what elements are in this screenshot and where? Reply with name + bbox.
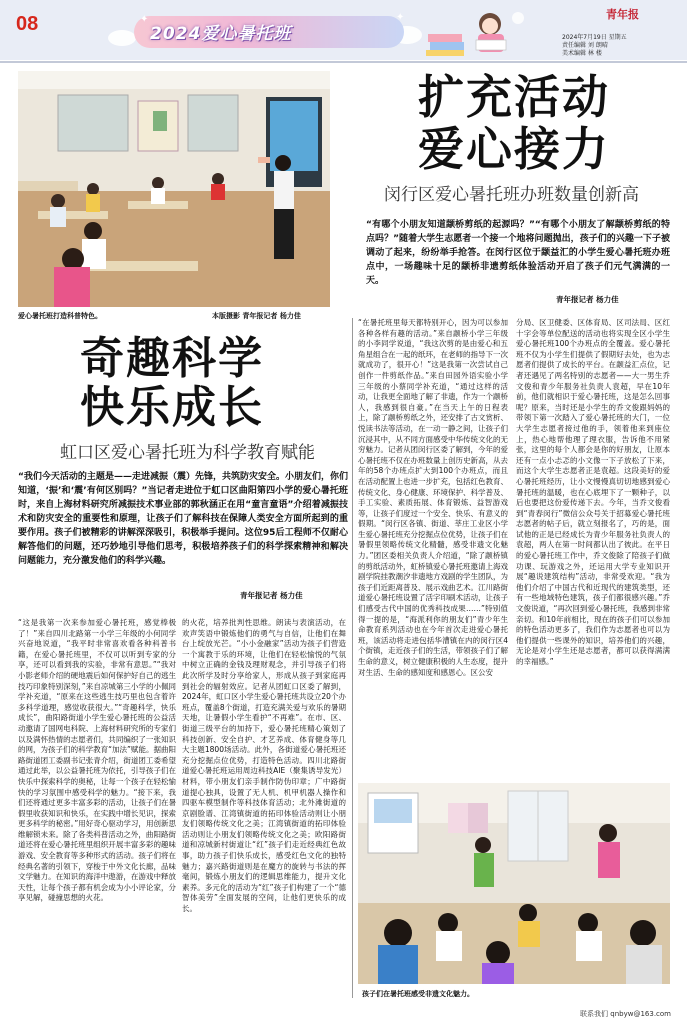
classroom-science-photo xyxy=(18,71,330,307)
article2-headline-line1: 扩充活动 xyxy=(418,70,610,124)
article1-subheadline: 虹口区爱心暑托班为科学教育赋能 xyxy=(60,443,315,463)
page-number: 08 xyxy=(16,13,39,35)
article2-byline: 青年报记者 杨力佳 xyxy=(556,295,619,304)
article1-body-col1: “这是我第一次来参加爱心暑托班，感觉棒极了！”来自四川北路第一小学三年级的小何同学兴奋地说道，“我平时非常喜欢看各种科普书籍，在爱心暑托班里，不仅可以听到专家的分享，还可以看到我的实验，非常有意思。”“我对小影老师介绍的硬地震后如何保护好自己的逃生技巧印象特别深刻，”来自凉城第三小学的小佩同学补充道，“原来在这些逃生技巧里也包含着许多科学道理，感觉收获很大。”“奇趣科学，快乐成长”，曲阳路街道小学生爱心暑托班的公益活动邀请了国网电科院、上海材料研究所的专家们以及满怀热情的志愿者们，共同编织了一张知识的网，为孩子们的科学教育“加法”赋能。据曲阳路街道团工委副书记张青介绍，街道团工委希望通过此举，以公益暑托班为依托，引导孩子们在快乐中探索科学的奥秘，让每一个孩子在轻松愉快的学习氛围中感受科学的魅力。“接下来，我们还将通过更多丰富多彩的活动，让孩子们在暑假里收获知识和快乐，在实践中增长见识，探索更多科学的秘密。”用好奇心驱动学习，用创新思维解锁未来。除了各类科普活动之外，曲阳路街道还将在爱心暑托班里组织开展丰富多彩的趣味游戏、安全教育等多种形式的活动。孩子们将在经典名著的引领下，穿梭于中外文化长廊，品味文学魅力。在知识的海洋中遨游，在游戏中释放天性，让每个孩子都有机会成为小小评论家，分享见解，碰撞思想的火花。 xyxy=(18,618,176,903)
page-footer xyxy=(0,1006,687,1024)
girl-reading-illustration xyxy=(420,4,530,58)
designer-line: 美术编辑 林 楼 xyxy=(562,50,602,57)
star-icon: ✦ xyxy=(140,14,149,25)
photo-caption: 孩子们在暑托班感受非遗文化魅力。 xyxy=(362,990,474,998)
article2-headline-line2: 爱心接力 xyxy=(418,122,610,176)
masthead-info xyxy=(562,34,682,58)
article2-body-col1: “在暑托班里每天都特别开心，因为可以参加各种各样有趣的活动。”来自颛桥小学三年级的小李同学说道，“我这次剪的是由爱心和五角星组合在一起的纸环，在老师的指导下一次就成功了，很开心！”这是我第一次尝试自己创作一件剪纸作品。”来自田园外语实验小学三年级的小蔡同学补充道，“通过这样的活动，让我更全面地了解了非遗，作为一个颛桥人，我感到很自豪。”在当天上午的日程表上，除了颛桥剪纸之外，还安排了古文赏析、悦读书法等活动，在一动一静之间，让孩子们沉浸其中，从不同方面感受中华传统文化的无穷魅力。记者从团闵行区委了解到，今年的爱心暑托班不仅在办班数量上创历史新高，从去年的58个办班点扩大到100个办班点，而且在活动配置上也进一步扩充，包括红色教育、传统文化、身心健康、环境保护、科学普及、手工实验、素质拓展、体育锻炼、益智游戏等，让孩子们度过一个安全、快乐、有意义的假期。“闵行区各镇、街道、莘庄工业区小学生爱心暑托班充分挖掘点位优势，让孩子们在暑假里领略传统文化精髓，感受非遗文化魅力。”团区委相关负责人介绍道，“除了颛桥镇的剪纸活动外，虹桥镇爱心暑托班邀请上海戏剧学院挂教潮汐非遗地方戏剧的学生团队，为孩子们近距离普及、展示戏曲艺术。江川路街道爱心暑托班设置了活字印刷术活动，让孩子们感受古代中国的优秀科技成果……”特别值得一提的是，“海派利你的朋友们”青少年生命教育系列活动也在今年首次走进爱心暑托班，该活动将走进包括华漕镇在内的闵行区4个街镇，走近孩子们的生活，带领孩子们了解生命的意义，树立健康积极的人生态度，提升对生活、生命的感知度和感恩心。区公安 xyxy=(358,318,508,677)
article2-body-col2: 分局、区卫健委、区体育局、区司法局、区红十字会等单位配送的活动也将实现全区小学生爱心暑托班100个办班点的全覆盖。爱心暑托班不仅为小学生们提供了假期好去处，也为志愿者们提供了成长的平台。在颛益汇点位，记者还遇见了两名特别的志愿者——大一男生乔文俊和青少年服务社负责人袁超，早在10年前，他们就相识于爱心暑托班，这是怎么回事呢？原来，当时还是小学生的乔文俊跟妈妈的带领下第一次踏入了爱心暑托班的大门，一位大学生志愿者接过他的手，领着他来到座位上，热心地帮他理了理衣服，告诉他不用紧张，这里的每个人都会是你的好朋友，让原本还有一点小忐忑的小文像一下子放松了下来，而这个大学生志愿者正是袁超。这段美好的爱心暑托班经历，让小文慢慢真切切地感到爱心暑托班的温暖，也在心底埋下了一颗种子，以后也要把这份爱传递下去。今年，当乔文俊看到“青春闵行”微信公众号关于招募爱心暑托班志愿者的帖子后，就立刻报名了，巧的是，面试他的正是已经成长为青少年服务社负责人的袁超，两人在第一时间都认出了彼此。在平日的爱心暑托班工作中，乔文俊除了陪孩子们做功课、玩游戏之外，还运用大学专业知识开展“趣说建筑结构”活动，非常受欢迎。“我为他们介绍了中国古代和近现代的建筑类型，还有一些地域特色建筑，孩子们都很感兴趣。”乔文俊说道，“再次回到爱心暑托班，我感到非常亲切。和10年前相比，现在的孩子们可以参加的特色活动更多了，我们作为志愿者也可以为他们提供一些课外的知识，培养他们的兴趣，无论是对小学生还是志愿者，都可以获得满满的幸福感。” xyxy=(516,318,670,666)
article1-headline-line1: 奇趣科学 xyxy=(80,333,264,384)
photo-caption: 爱心暑托班打造科普特色。 xyxy=(18,312,102,320)
article1-headline-line2: 快乐成长 xyxy=(80,382,264,433)
cloud-decoration xyxy=(108,30,136,46)
newspaper-logo: 青年报 xyxy=(606,8,639,21)
star-icon: ✦ xyxy=(396,12,405,23)
footer-contact: 联系我们 qnbyw@163.com xyxy=(580,1010,671,1018)
column-divider xyxy=(352,318,353,998)
kids-heritage-culture-photo xyxy=(358,783,670,984)
article1-lead: “我们今天活动的主题是——走进减振（震）先锋，共筑防灾安全。小朋友们，你们知道，‘振’和‘震’有何区别吗？”当记者走进位于虹口区曲阳第四小学的爱心暑托班时，来自上海材料研究所减振技术事业部的郭秋涵正在用“童言童语”介绍着减振技术和防灾安全的重要性和原理，让孩子们了解科技在保障人类安全方面所起到的重要作用。孩子们被精彩的讲解深深吸引，积极举手提问。这位95后工程师不仅耐心解答他们的问题，还巧妙地引导他们思考，积极培养孩子们的科学探索精神和解决问题能力，充分激发他们的科学兴趣。 xyxy=(18,472,348,566)
photo-credit: 本版摄影 青年报记者 杨力佳 xyxy=(212,312,301,320)
header-rule xyxy=(0,61,687,63)
article1-body-col2: 的火花，培养批判性思维。朗读与表演活动，在欢声笑语中锻炼他们的勇气与自信，让他们在舞台上绽放光芒。“小小金融家”活动为孩子们营造一个寓教于乐的环境，让他们在轻松愉悦的气氛中树立正确的金钱及理财观念，并引导孩子们将此次所学及时分享给家人，形成从孩子到家庭再到社会的辐射效应。记者从团虹口区委了解到，2024年，虹口区小学生爱心暑托班共设立20个办班点，覆盖8个街道，打造充满关爱与欢乐的暑期天地，让暑假小学生看护“不再难”。在市、区、街道三级平台的加持下，爱心暑托班精心策划了科技创新、安全自护、才艺养成、体育健身等几大主题1800场活动。此外，各街道爱心暑托班还充分挖掘点位优势，打造特色活动。四川北路街道爱心暑托班运用周边科技AIE（聚集诱导发光）材料，带小朋友们亲手制作防伪印章；广中路街道提心独具，设置了无人机、机甲机器人操作和四驱车模型制作等科技体育活动；北外滩街道的京剧脸谱、江湾镇街道的拓印体验活动则让小朋友们领略传统文化之美；江湾镇街道的拓印体验活动则让小朋友们领略传统文化之美；欧阳路街道和凉城新村街道让“红”孩子们走近经典红色故事，助力孩子们快乐成长，感受红色文化的独特魅力；嘉兴路街道则是在魔方的旋转与书法的挥毫间，锻炼小朋友们的逻辑思维能力，提升文化素养。多元化的活动为“红”孩子们构建了一个“德智体美劳”全面发展的空间，让他们更快乐的成长。 xyxy=(182,618,346,914)
section-banner-title: 2024爱心暑托班 xyxy=(150,24,292,44)
article1-byline: 青年报记者 杨力佳 xyxy=(240,591,303,600)
page-header xyxy=(0,0,687,60)
article2-subheadline: 闵行区爱心暑托班办班数量创新高 xyxy=(384,185,639,205)
issue-date: 2024年7月19日 星期五 xyxy=(562,34,627,41)
editor-line: 责任编辑 刘 朗晴 xyxy=(562,42,608,49)
article2-lead: “有哪个小朋友知道颛桥剪纸的起源吗？”“有哪个小朋友了解颛桥剪纸的特点吗？”随着大学生志愿者一个接一个地将问题抛出，孩子们的兴趣一下子被调动了起来，纷纷举手抢答。在闵行区位于颛益汇的小学生爱心暑托班办班点中，一场趣味十足的颛桥非遗剪纸体验活动开启了孩子们元气满满的一天。 xyxy=(366,220,670,286)
